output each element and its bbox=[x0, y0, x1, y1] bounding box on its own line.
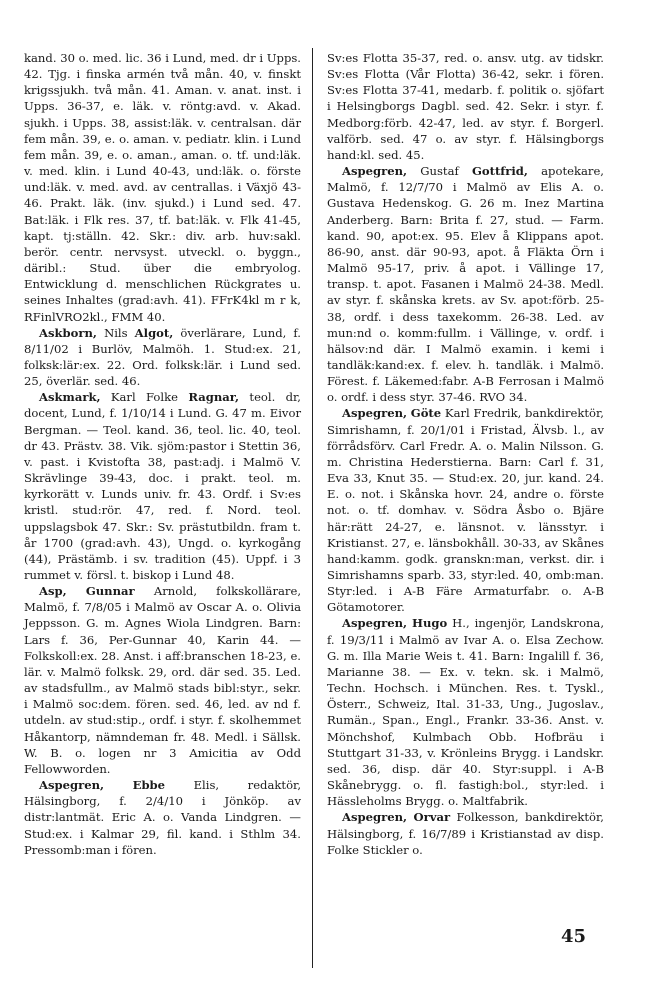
entry-text: Arnold, folkskollärare, Malmö, f. 7/8/05 i Malmö av Oscar A. o. Olivia Jeppsson. G. m. Agnes Wiola Lindgren. Barn: Lars f. 36, Per-Gunnar 40, Karin 44. — Folkskoll:ex. 28. Anst. i aff:branschen 18-23, e. lär. v. Malmö folksk. 29, ord. där sed. 35. Led. av stadsfullm., av Malmö stads bibl:styr., sekr. i Malmö soc:dem. fören. sed. 46, led. av nd f. utdeln. av stud:stip., ordf. i styr. f. skolhemmet Håkantorp, nämndeman fr. 48. Medl. i Sällsk. W. B. o. logen nr 3 Amicitia av Odd Fellowworden. bbox=[24, 584, 301, 776]
entry-aspegren-ebbe bbox=[24, 777, 301, 858]
entry-aspegren-orvar bbox=[327, 809, 604, 857]
entry-given-name-bold: Göte bbox=[410, 406, 442, 421]
entry-askmark bbox=[24, 389, 301, 583]
entry-surname: Aspegren, bbox=[342, 616, 408, 631]
entry-text: Elis, redaktör, Hälsingborg, f. 2/4/10 i Jönköp. av distr:lantmät. Eric A. o. Vanda Lindgren. — Stud:ex. i Kalmar 29, fil. kand. i Sthlm 34. Pressomb:man i fören. bbox=[24, 778, 302, 857]
entry-text: teol. dr, docent, Lund, f. 1/10/14 i Lund. G. 47 m. Eivor Bergman. — Teol. kand. 36, teol. lic. 40, teol. dr 43. Prästv. 38. Vik. sjöm:pastor i Stettin 36, v. past. i Kvistofta 38, past:adj. i Malmö V. Skrävlinge 39-43, doc. i prakt. teol. m. kyrkorätt v. Lunds univ. fr. 43. Ordf. i Sv:es kristl. stud:rör. 47, red. f. Nord. teol. uppslagsbok 47. Skr.: Sv. prästutbildn. fram t. år 1700 (grad:avh. 43), Ungd. o. kyrkogång (44), Prästämb. i sv. tradition (45). Uppf. i 3 rummet v. försl. t. biskop i Lund 48. bbox=[24, 390, 301, 582]
entry-surname: Askborn, bbox=[39, 325, 97, 340]
entry-given-name-bold: Hugo bbox=[412, 616, 448, 631]
entry-text: Karl Fredrik, bankdirektör, Simrishamn, f. 20/1/01 i Fristad, Älvsb. l., av förrådsförv. Carl Fredr. A. o. Malin Nilsson. G. m. Christina Hederstierna. Barn: Carl f. 31, Eva 33, Knut 35. — Stud:ex. 20, jur. kand. 24. E. o. not. i Skånska hovr. 24, andre o. förste not. o. tf. domhav. v. Södra Åsbo o. Bjäre här:rätt 24-27, e. länsnot. v. länsstyr. i Kristianst. 27, e. länsbokhåll. 30-33, av Skånes hand:kamm. godk. granskn:man, verkst. dir. i Simrishamns sparb. 33, styr:led. 40, omb:man. Styr:led. i A-B Färe Armaturfabr. o. A-B Götamotorer. bbox=[327, 406, 604, 615]
entry-text: apotekare, Malmö, f. 12/7/70 i Malmö av Elis A. o. Gustava Hedenskog. G. 26 m. Inez Martina Anderberg. Barn: Brita f. 27, stud. — Farm. kand. 90, apot:ex. 95. Elev å Klippans apot. 86-90, anst. där 90-93, apot. å Fläkta Örn i Malmö 95-17, priv. å apot. i Vällinge 17, transp. t. apot. Fasanen i Malmö 24-38. Medl. av styr. f. skånska krets. av Sv. apot:förb. 25-38, ordf. i dess taxekomm. 26-38. Led. av mun:nd o. komm:fullm. i Vällinge, v. ordf. i hälsov:nd där. I Malmö examin. i kemi i tandläk:kand:ex. f. elev. h. tandläk. i Malmö. Förest. f. Läkemed:fabr. A-B Ferrosan i Malmö o. ordf. i dess styr. 37-46. RVO 34. bbox=[327, 164, 604, 405]
entry-given-name-bold: Ragnar, bbox=[188, 390, 240, 405]
entry-given-name-bold: Algot, bbox=[134, 325, 174, 340]
entry-aspegren-hugo bbox=[327, 615, 604, 809]
entry-askborn bbox=[24, 325, 301, 390]
column-divider bbox=[312, 48, 313, 968]
entry-text: H., ingenjör, Landskrona, f. 19/3/11 i Malmö av Ivar A. o. Elsa Zechow. G. m. Illa Marie Weis t. 41. Barn: Ingalill f. 36, Marianne 38. — Ex. v. tekn. sk. i Malmö, Techn. Hochsch. i München. Res. t. Tyskl., Österr., Schweiz, Ital. 31-33, Ung., Jugoslav., Rumän., Span., Engl., Frankr. 33-36. Anst. v. Mönchshof, Kulmbach Obb. Hofbräu i Stuttgart 31-33, v. Krönleins Brygg. i Landskr. sed. 36, disp. där 40. Styr:suppl. i A-B Skånebrygg. o. fl. fastigh:bol., styr:led. i Hässleholms Brygg. o. Maltfabrik. bbox=[327, 616, 605, 809]
entry-surname: Askmark, bbox=[39, 390, 101, 405]
entry-continuation bbox=[327, 50, 604, 163]
entry-given-name-bold: Ebbe bbox=[132, 778, 166, 793]
entry-surname: Aspegren, bbox=[342, 164, 408, 179]
entry-aspegren-gottfrid bbox=[327, 163, 604, 405]
entry-surname: Aspegren, bbox=[342, 406, 408, 421]
right-column bbox=[327, 50, 604, 858]
entry-asp-gunnar bbox=[24, 583, 301, 777]
entry-text: överlärare, Lund, f. 8/11/02 i Burlöv, Malmöh. 1. Stud:ex. 21, folksk:lär:ex. 22. Ord. folksk:lär. i Lund sed. 25, överlär. sed. 46. bbox=[24, 325, 301, 389]
entry-surname: Asp, bbox=[39, 584, 67, 599]
entry-surname: Aspegren, bbox=[342, 810, 408, 825]
entry-given-name-bold: Gunnar bbox=[85, 584, 135, 599]
entry-given-name: Karl Folke bbox=[110, 390, 178, 405]
entry-aspegren-gote bbox=[327, 405, 604, 615]
page-number: 45 bbox=[560, 926, 586, 947]
entry-text: kand. 30 o. med. lic. 36 i Lund, med. dr i Upps. 42. Tjg. i finska armén två mån. 40, v. finskt krigssjukh. två mån. 41. Aman. v. anat. inst. i Upps. 36-37, e. läk. v. röntg:avd. v. Akad. sjukh. i Upps. 38, assist:läk. v. centralsan. där fem mån. 39, e. o. aman. v. pediatr. klin. i Lund fem mån. 39, e. o. aman., aman. o. tf. und:läk. v. med. klin. i Lund 40-43, und:läk. o. förste und:läk. v. med. avd. av centrallas. i Växjö 43-46. Prakt. läk. (inv. sjukd.) i Lund sed. 47. Bat:läk. i Flk res. 37, tf. bat:läk. v. Flk 41-45, kapt. tj:ställn. 42. Skr.: div. arb. huv:sakl. berör. centr. nervsyst. utveckl. o. byggn., däribl.: Stud. über die embryolog. Entwicklung d. menschlichen Rückgrates u. seines Inhaltes (grad:avh. 41). FFrK4kl m r k, RFinlVRO2kl., FMM 40. bbox=[24, 51, 301, 324]
entry-given-name: Nils bbox=[104, 325, 128, 340]
entry-text: Folkesson, bankdirektör, Hälsingborg, f. 16/7/89 i Kristianstad av disp. Folke Stickler o. bbox=[327, 810, 604, 857]
entry-given-name-bold: Gottfrid, bbox=[471, 164, 528, 179]
entry-continuation bbox=[24, 50, 301, 325]
entry-given-name-bold: Orvar bbox=[413, 810, 451, 825]
entry-surname: Aspegren, bbox=[39, 778, 105, 793]
entry-text: Sv:es Flotta 35-37, red. o. ansv. utg. av tidskr. Sv:es Flotta (Vår Flotta) 36-42, sekr. i fören. Sv:es Flotta 37-41, medarb. f. politik o. sjöfart i Helsingborgs Dagbl. sed. 42. Sekr. i styr. f. Medborg:förb. 42-47, led. av styr. f. Borgerl. valförb. sed. 47 o. av styr. f. Hälsingborgs hand:kl. sed. 45. bbox=[327, 51, 604, 162]
entry-given-name: Gustaf bbox=[420, 164, 459, 179]
left-column bbox=[24, 50, 301, 858]
